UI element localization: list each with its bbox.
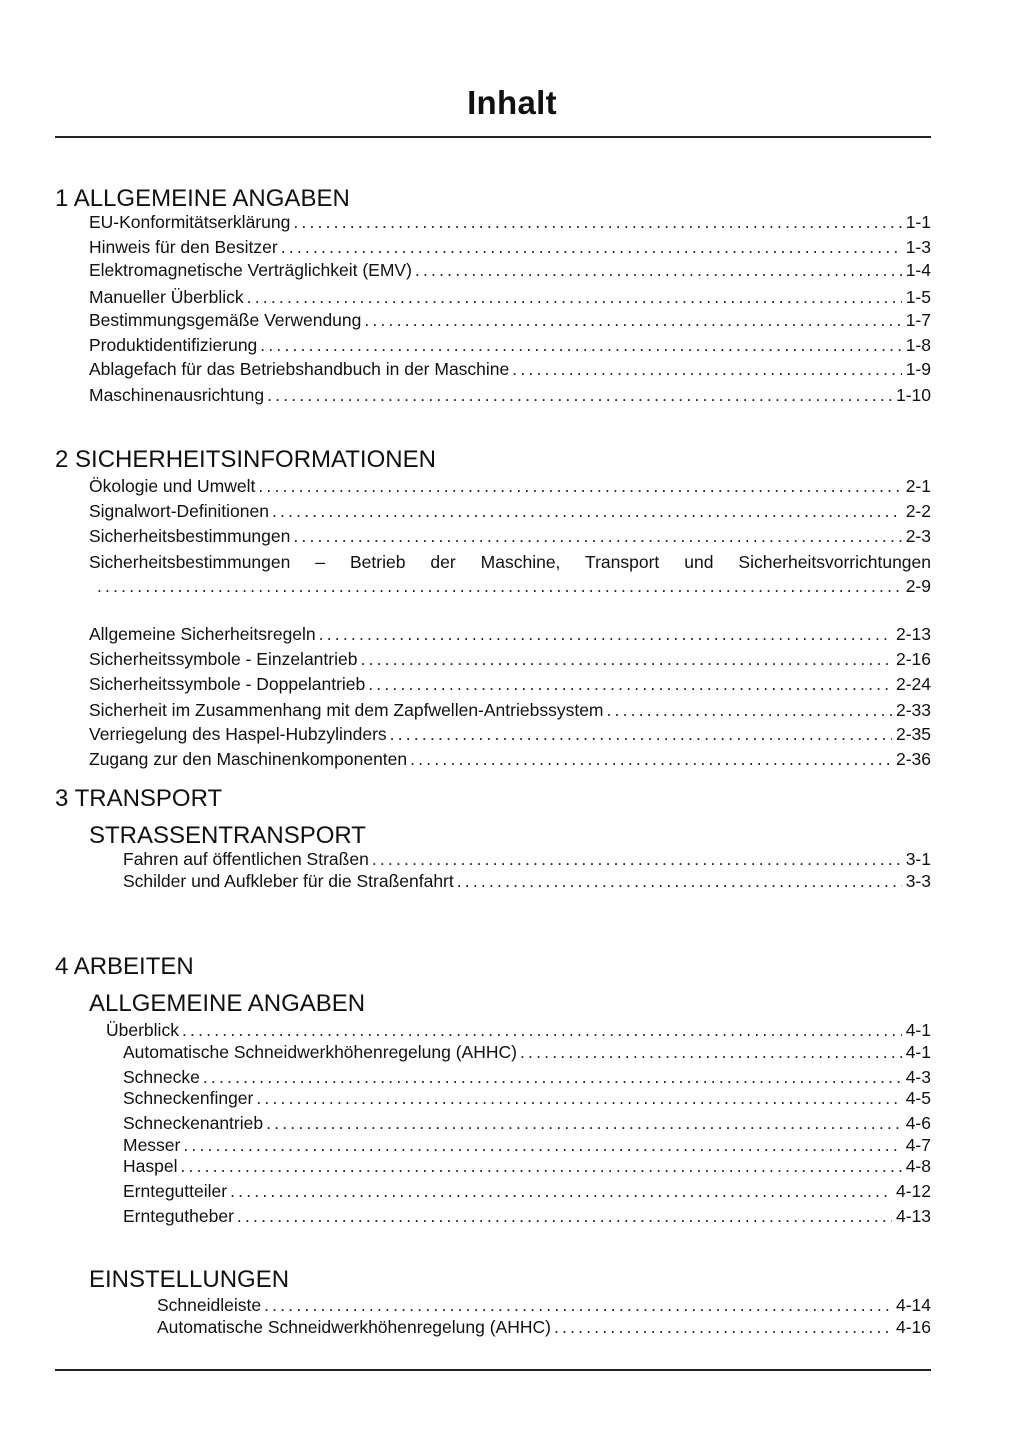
toc-entry-label: Sicherheitssymbole - Doppelantrieb — [89, 674, 366, 694]
leader-dots — [272, 500, 902, 522]
leader-dots — [266, 1112, 902, 1134]
leader-dots — [457, 870, 902, 892]
toc-entry[interactable] — [89, 673, 931, 695]
toc-entry-page: 2-2 — [905, 501, 931, 521]
toc-entry[interactable] — [89, 723, 931, 745]
leader-dots — [520, 1041, 902, 1063]
toc-entry[interactable] — [123, 1134, 931, 1156]
leader-dots — [258, 475, 901, 497]
toc-entry[interactable] — [89, 286, 931, 308]
chapter-heading: 2 SICHERHEITSINFORMATIONEN — [55, 446, 436, 473]
toc-entry-label: Ökologie und Umwelt — [89, 476, 256, 496]
toc-entry-page: 1-3 — [905, 237, 931, 257]
toc-entry-label: Schnecke — [123, 1067, 200, 1087]
toc-entry[interactable] — [157, 1294, 931, 1316]
toc-entry-page: 1-5 — [905, 287, 931, 307]
toc-entry-page: 2-36 — [895, 749, 931, 769]
leader-dots — [372, 848, 902, 870]
leader-dots — [267, 384, 892, 406]
toc-entry[interactable] — [123, 1112, 931, 1134]
toc-entry-label: Sicherheitsbestimmungen – Betrieb der Maschine, Transport und Sicherheitsvorrichtungen — [89, 552, 931, 572]
toc-entry-label: Schneckenfinger — [123, 1088, 254, 1108]
top-divider — [55, 136, 931, 138]
leader-dots — [97, 575, 902, 597]
toc-entry[interactable] — [89, 500, 931, 522]
toc-entry-page: 1-9 — [905, 359, 931, 379]
toc-entry-page: 1-10 — [895, 385, 931, 405]
leader-dots — [360, 648, 892, 670]
toc-entry-label: Erntegutheber — [123, 1206, 234, 1226]
toc-entry-page: 2-9 — [905, 576, 931, 596]
toc-entry[interactable] — [89, 699, 931, 721]
toc-entry[interactable] — [89, 475, 931, 497]
toc-entry-page: 4-14 — [895, 1295, 931, 1315]
toc-entry-page: 2-3 — [905, 526, 931, 546]
leader-dots — [260, 334, 901, 356]
toc-entry-label: Sicherheitssymbole - Einzelantrieb — [89, 649, 358, 669]
leader-dots — [264, 1294, 892, 1316]
toc-entry-label: Zugang zur den Maschinenkomponenten — [89, 749, 408, 769]
toc-entry[interactable] — [89, 525, 931, 547]
toc-entry-page: 4-8 — [905, 1156, 931, 1176]
toc-entry-page: 4-3 — [905, 1067, 931, 1087]
toc-entry-label: Bestimmungsgemäße Verwendung — [89, 310, 362, 330]
toc-entry-page: 4-5 — [905, 1088, 931, 1108]
toc-entry[interactable] — [89, 334, 931, 356]
toc-entry-label: Schneidleiste — [157, 1295, 262, 1315]
toc-entry-page: 4-13 — [895, 1206, 931, 1226]
toc-entry[interactable] — [123, 1087, 931, 1109]
toc-entry-page: 4-7 — [905, 1135, 931, 1155]
toc-entry[interactable] — [89, 236, 931, 258]
leader-dots — [364, 309, 901, 331]
toc-entry-page: 1-8 — [905, 335, 931, 355]
toc-entry-page: 4-16 — [895, 1317, 931, 1337]
section-heading: EINSTELLUNGEN — [89, 1266, 290, 1293]
toc-entry-label: Signalwort-Definitionen — [89, 501, 269, 521]
toc-entry-label: Manueller Überblick — [89, 287, 244, 307]
toc-entry[interactable] — [123, 1205, 931, 1227]
toc-entry[interactable] — [123, 870, 931, 892]
toc-entry-label: Haspel — [123, 1156, 178, 1176]
toc-entry[interactable] — [89, 623, 931, 645]
toc-entry[interactable] — [123, 1041, 931, 1063]
toc-entry-page: 4-12 — [895, 1181, 931, 1201]
toc-entry-page: 1-1 — [905, 212, 931, 232]
toc-entry-page: 2-13 — [895, 624, 931, 644]
toc-entry[interactable] — [106, 1019, 931, 1041]
toc-entry[interactable] — [89, 211, 931, 233]
leader-dots — [247, 286, 902, 308]
toc-entry[interactable] — [89, 551, 931, 599]
leader-dots — [512, 358, 901, 380]
chapter-heading: 4 ARBEITEN — [55, 953, 194, 980]
leader-dots — [203, 1066, 902, 1088]
toc-entry[interactable] — [89, 648, 931, 670]
page-title: Inhalt — [467, 84, 557, 121]
toc-entry-label: Fahren auf öffentlichen Straßen — [123, 849, 369, 869]
leader-dots — [281, 236, 902, 258]
toc-entry-page: 2-16 — [895, 649, 931, 669]
leader-dots — [293, 211, 901, 233]
leader-dots — [410, 748, 892, 770]
leader-dots — [256, 1087, 901, 1109]
leader-dots — [230, 1180, 892, 1202]
leader-dots — [180, 1155, 901, 1177]
leader-dots — [319, 623, 892, 645]
toc-entry-label: Überblick — [106, 1020, 179, 1040]
toc-entry[interactable] — [89, 259, 931, 281]
leader-dots — [415, 259, 902, 281]
toc-entry-page: 4-6 — [905, 1113, 931, 1133]
toc-entry-page: 3-3 — [905, 871, 931, 891]
toc-entry-label: Messer — [123, 1135, 181, 1155]
leader-dots — [368, 673, 892, 695]
leader-dots — [237, 1205, 892, 1227]
toc-entry-label: Schilder und Aufkleber für die Straßenfahrt — [123, 871, 454, 891]
toc-entry-page: 1-7 — [905, 310, 931, 330]
toc-entry[interactable] — [157, 1316, 931, 1338]
toc-entry[interactable] — [89, 748, 931, 770]
leader-dots — [293, 525, 901, 547]
toc-entry-label: Ablagefach für das Betriebshandbuch in der Maschine — [89, 359, 510, 379]
toc-entry[interactable] — [123, 1180, 931, 1202]
toc-entry-label: Elektromagnetische Verträglichkeit (EMV) — [89, 260, 412, 280]
toc-entry-page: 4-1 — [905, 1020, 931, 1040]
toc-entry-page: 2-35 — [895, 724, 931, 744]
section-heading: STRASSENTRANSPORT — [89, 822, 366, 849]
toc-entry[interactable] — [123, 848, 931, 870]
toc-entry-page: 2-24 — [895, 674, 931, 694]
leader-dots — [554, 1316, 892, 1338]
toc-entry-label: Verriegelung des Haspel-Hubzylinders — [89, 724, 387, 744]
section-heading: ALLGEMEINE ANGABEN — [89, 990, 366, 1017]
toc-entry[interactable] — [89, 384, 931, 406]
toc-entry-page: 3-1 — [905, 849, 931, 869]
toc-entry[interactable] — [123, 1066, 931, 1088]
toc-entry-label: Hinweis für den Besitzer — [89, 237, 278, 257]
chapter-heading: 1 ALLGEMEINE ANGABEN — [55, 185, 350, 212]
toc-entry-label: Maschinenausrichtung — [89, 385, 265, 405]
toc-entry-label: EU-Konformitätserklärung — [89, 212, 291, 232]
toc-entry-page: 4-1 — [905, 1042, 931, 1062]
toc-entry[interactable] — [89, 309, 931, 331]
toc-entry-label: Automatische Schneidwerkhöhenregelung (AHHC) — [157, 1317, 551, 1337]
leader-dots — [607, 699, 892, 721]
toc-entry-page: 2-1 — [905, 476, 931, 496]
toc-entry-label: Sicherheit im Zusammenhang mit dem Zapfwellen-Antriebssystem — [89, 700, 604, 720]
toc-entry[interactable] — [89, 358, 931, 380]
chapter-heading: 3 TRANSPORT — [55, 785, 223, 812]
leader-dots — [183, 1134, 901, 1156]
toc-entry[interactable] — [123, 1155, 931, 1177]
bottom-divider — [55, 1369, 931, 1371]
toc-entry-label: Produktidentifizierung — [89, 335, 258, 355]
leader-dots — [390, 723, 892, 745]
toc-entry-label: Sicherheitsbestimmungen — [89, 526, 291, 546]
toc-entry-page: 2-33 — [895, 700, 931, 720]
toc-entry-label: Allgemeine Sicherheitsregeln — [89, 624, 316, 644]
toc-entry-label: Erntegutteiler — [123, 1181, 228, 1201]
toc-entry-label: Schneckenantrieb — [123, 1113, 264, 1133]
toc-entry-label: Automatische Schneidwerkhöhenregelung (AHHC) — [123, 1042, 517, 1062]
toc-entry-page: 1-4 — [905, 260, 931, 280]
leader-dots — [182, 1019, 902, 1041]
